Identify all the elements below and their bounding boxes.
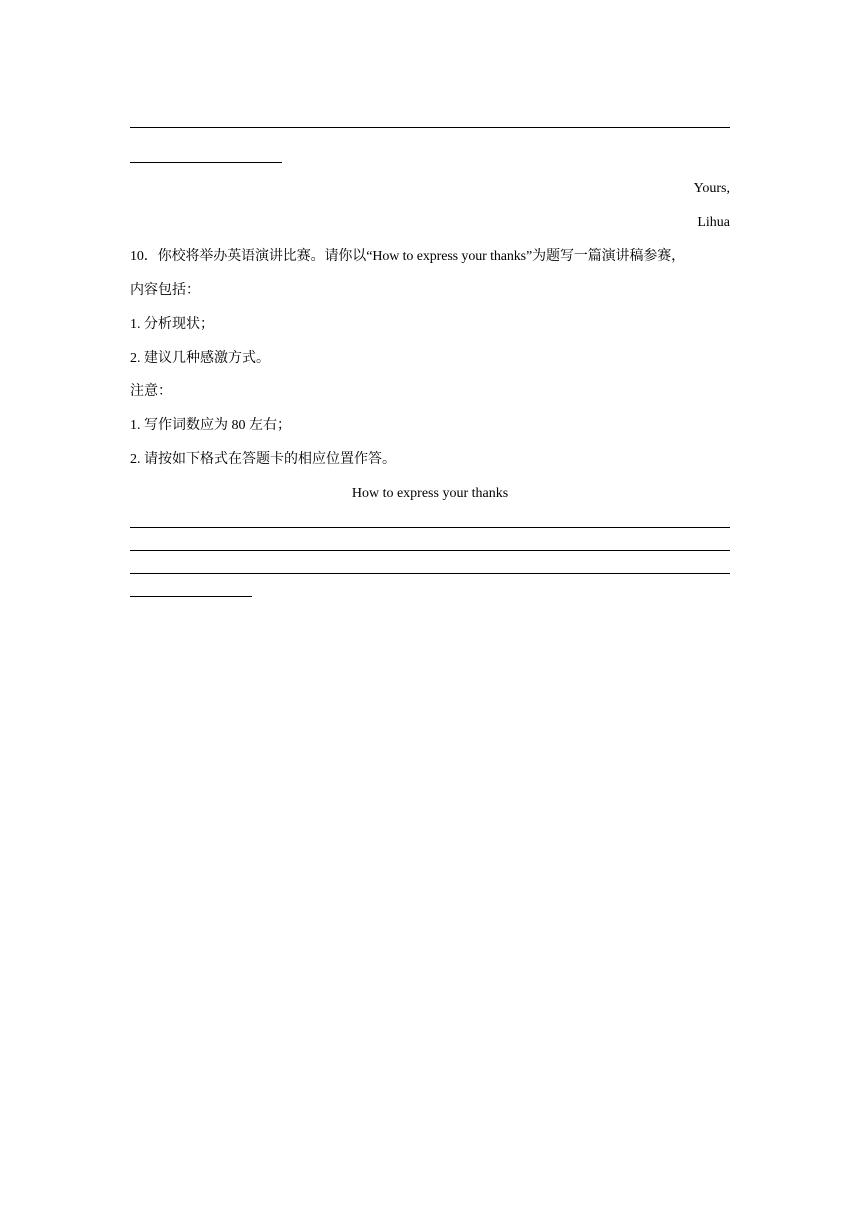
note-item: 1. 写作词数应为 80 左右； bbox=[130, 418, 291, 433]
answer-line bbox=[130, 573, 730, 574]
question-prompt-text: 你校将举办英语演讲比赛。请你以“How to express your thanks”为题写一篇演讲稿参赛， bbox=[157, 249, 686, 264]
answer-line bbox=[130, 550, 730, 551]
note-item: 2. 请按如下格式在答题卡的相应位置作答。 bbox=[130, 452, 396, 467]
answer-line bbox=[130, 127, 730, 128]
letter-closing: Yours, bbox=[693, 181, 730, 196]
answer-line-short bbox=[130, 162, 282, 163]
question-prompt-line2: 内容包括： bbox=[130, 283, 200, 298]
content-item: 1. 分析现状； bbox=[130, 317, 214, 332]
answer-line-short bbox=[130, 596, 252, 597]
essay-title: How to express your thanks bbox=[351, 486, 509, 501]
question-number: 10． bbox=[130, 249, 158, 264]
question-prompt-line1 bbox=[130, 247, 730, 267]
letter-signature: Lihua bbox=[697, 215, 730, 230]
notes-heading: 注意： bbox=[130, 384, 172, 399]
answer-line bbox=[130, 527, 730, 528]
content-item: 2. 建议几种感激方式。 bbox=[130, 351, 270, 366]
